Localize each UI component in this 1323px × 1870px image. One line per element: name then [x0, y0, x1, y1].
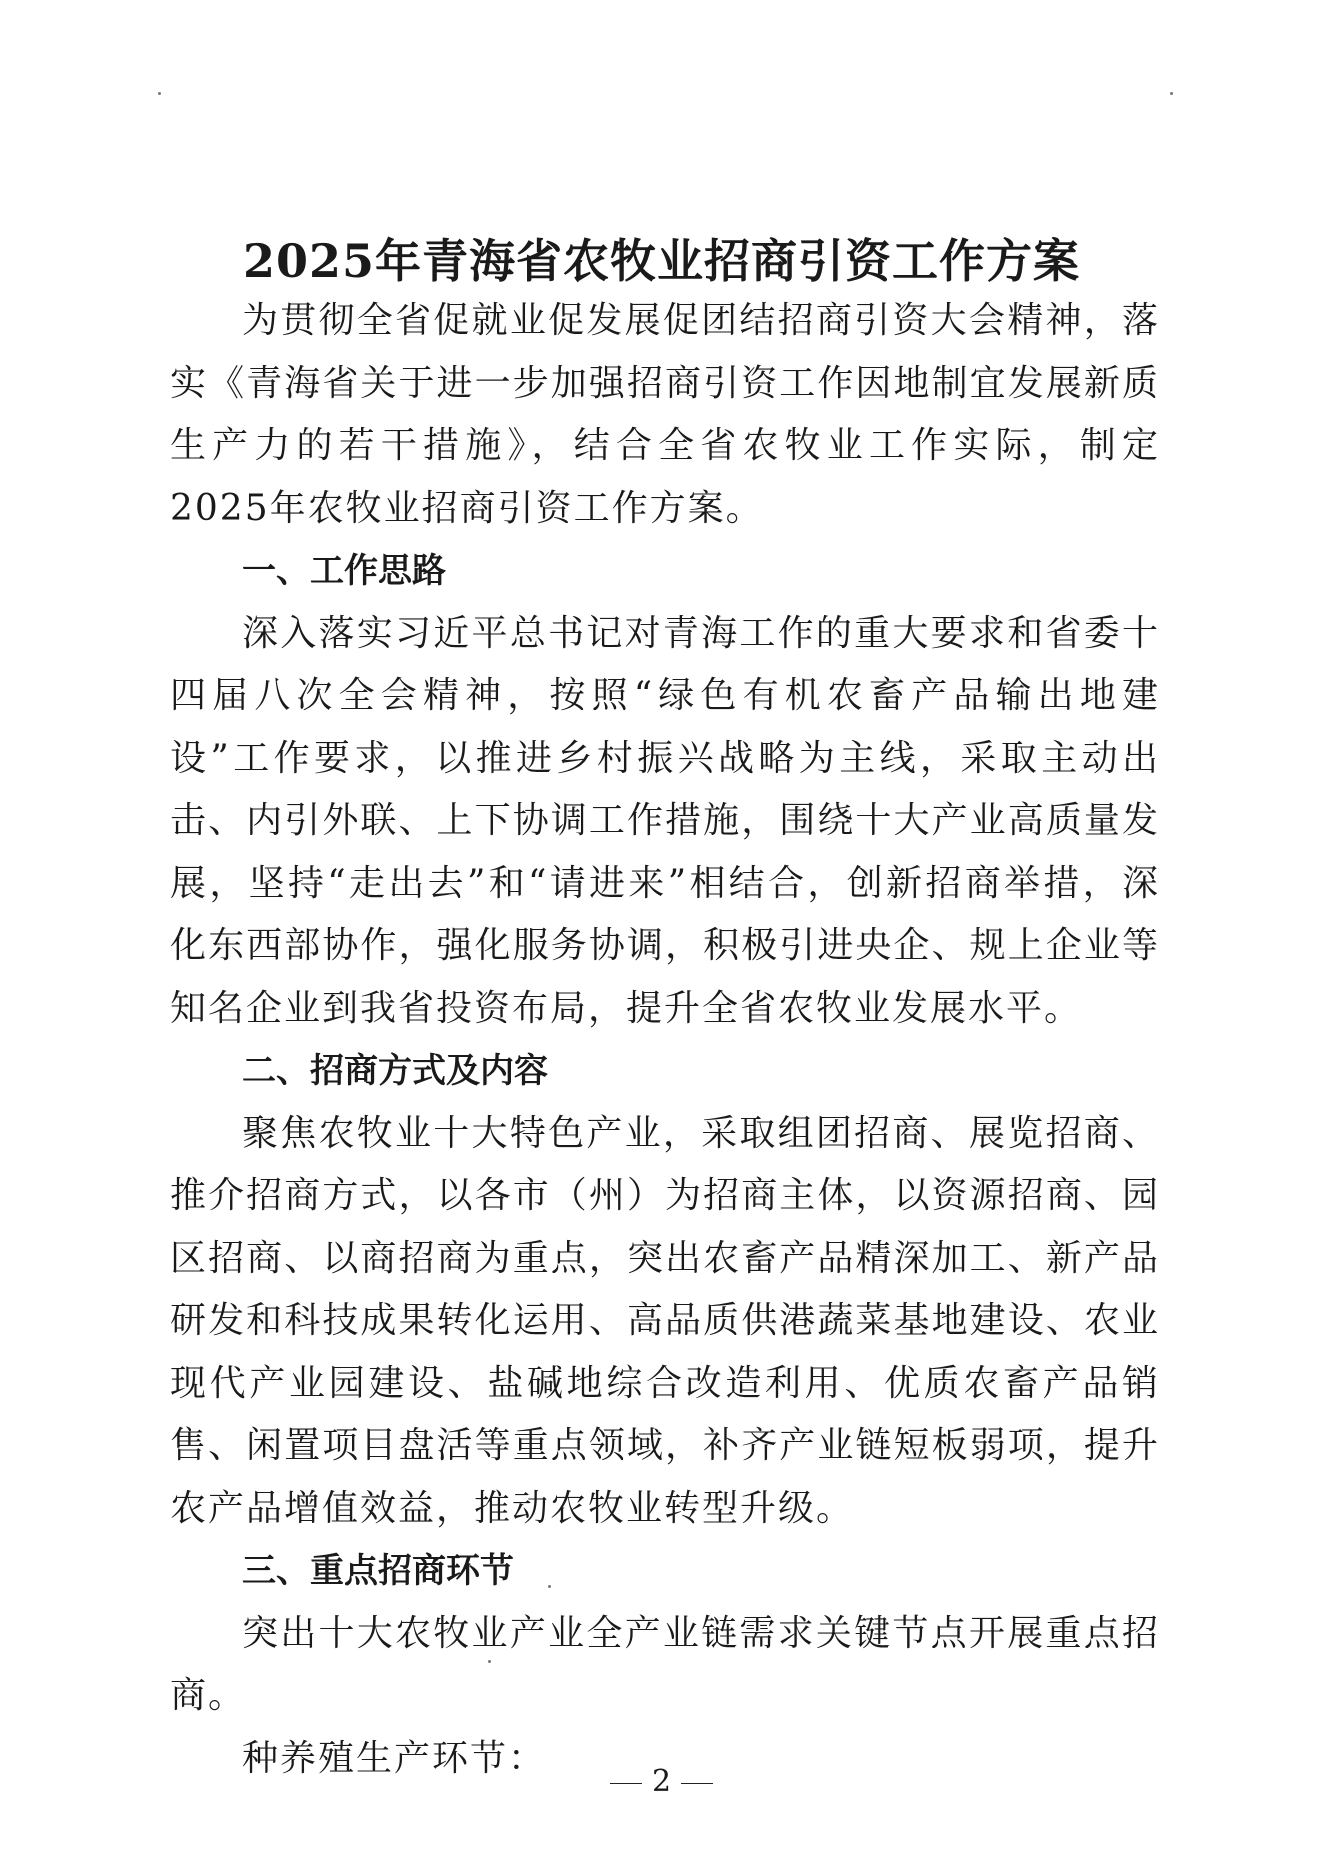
page-footer — [0, 1762, 1323, 1802]
intro-paragraph: 为贯彻全省促就业促发展促团结招商引资大会精神，落实《青海省关于进一步加强招商引资工作因地制宜发展新质生产力的若干措施》，结合全省农牧业工作实际，制定2025年农牧业招商引资工作方案。 — [170, 300, 1160, 529]
document-body — [170, 290, 1160, 1790]
scan-speck — [1170, 92, 1173, 95]
section-1-heading: 一、工作思路 — [242, 551, 446, 591]
footer-dash-left — [610, 1783, 642, 1784]
section-3-subheading: 种养殖生产环节： — [242, 1737, 547, 1779]
page-number: 2 — [651, 1764, 672, 1799]
section-1-body: 深入落实习近平总书记对青海工作的重大要求和省委十四届八次全会精神，按照“绿色有机农畜产品输出地建设”工作要求，以推进乡村振兴战略为主线，采取主动出击、内引外联、上下协调工作措施，围绕十大产业高质量发展，坚持“走出去”和“请进来”相结合，创新招商举措，深化东西部协作，强化服务协调，积极引进央企、规上企业等知名企业到我省投资布局，提升全省农牧业发展水平。 — [170, 612, 1160, 1029]
section-3-body: 突出十大农牧业产业全产业链需求关键节点开展重点招商。 — [170, 1612, 1160, 1716]
section-2-body: 聚焦农牧业十大特色产业，采取组团招商、展览招商、推介招商方式，以各市（州）为招商主体，以资源招商、园区招商、以商招商为重点，突出农畜产品精深加工、新产品研发和科技成果转化运用、高品质供港蔬菜基地建设、农业现代产业园建设、盐碱地综合改造利用、优质农畜产品销售、闲置项目盘活等重点领域，补齐产业链短板弱项，提升农产品增值效益，推动农牧业转型升级。 — [170, 1112, 1160, 1529]
scan-speck — [158, 92, 161, 95]
section-2-heading: 二、招商方式及内容 — [242, 1051, 548, 1091]
section-3-heading: 三、重点招商环节 — [242, 1551, 514, 1591]
footer-dash-right — [681, 1783, 713, 1784]
document-title: 2025年青海省农牧业招商引资工作方案 — [242, 233, 1081, 288]
